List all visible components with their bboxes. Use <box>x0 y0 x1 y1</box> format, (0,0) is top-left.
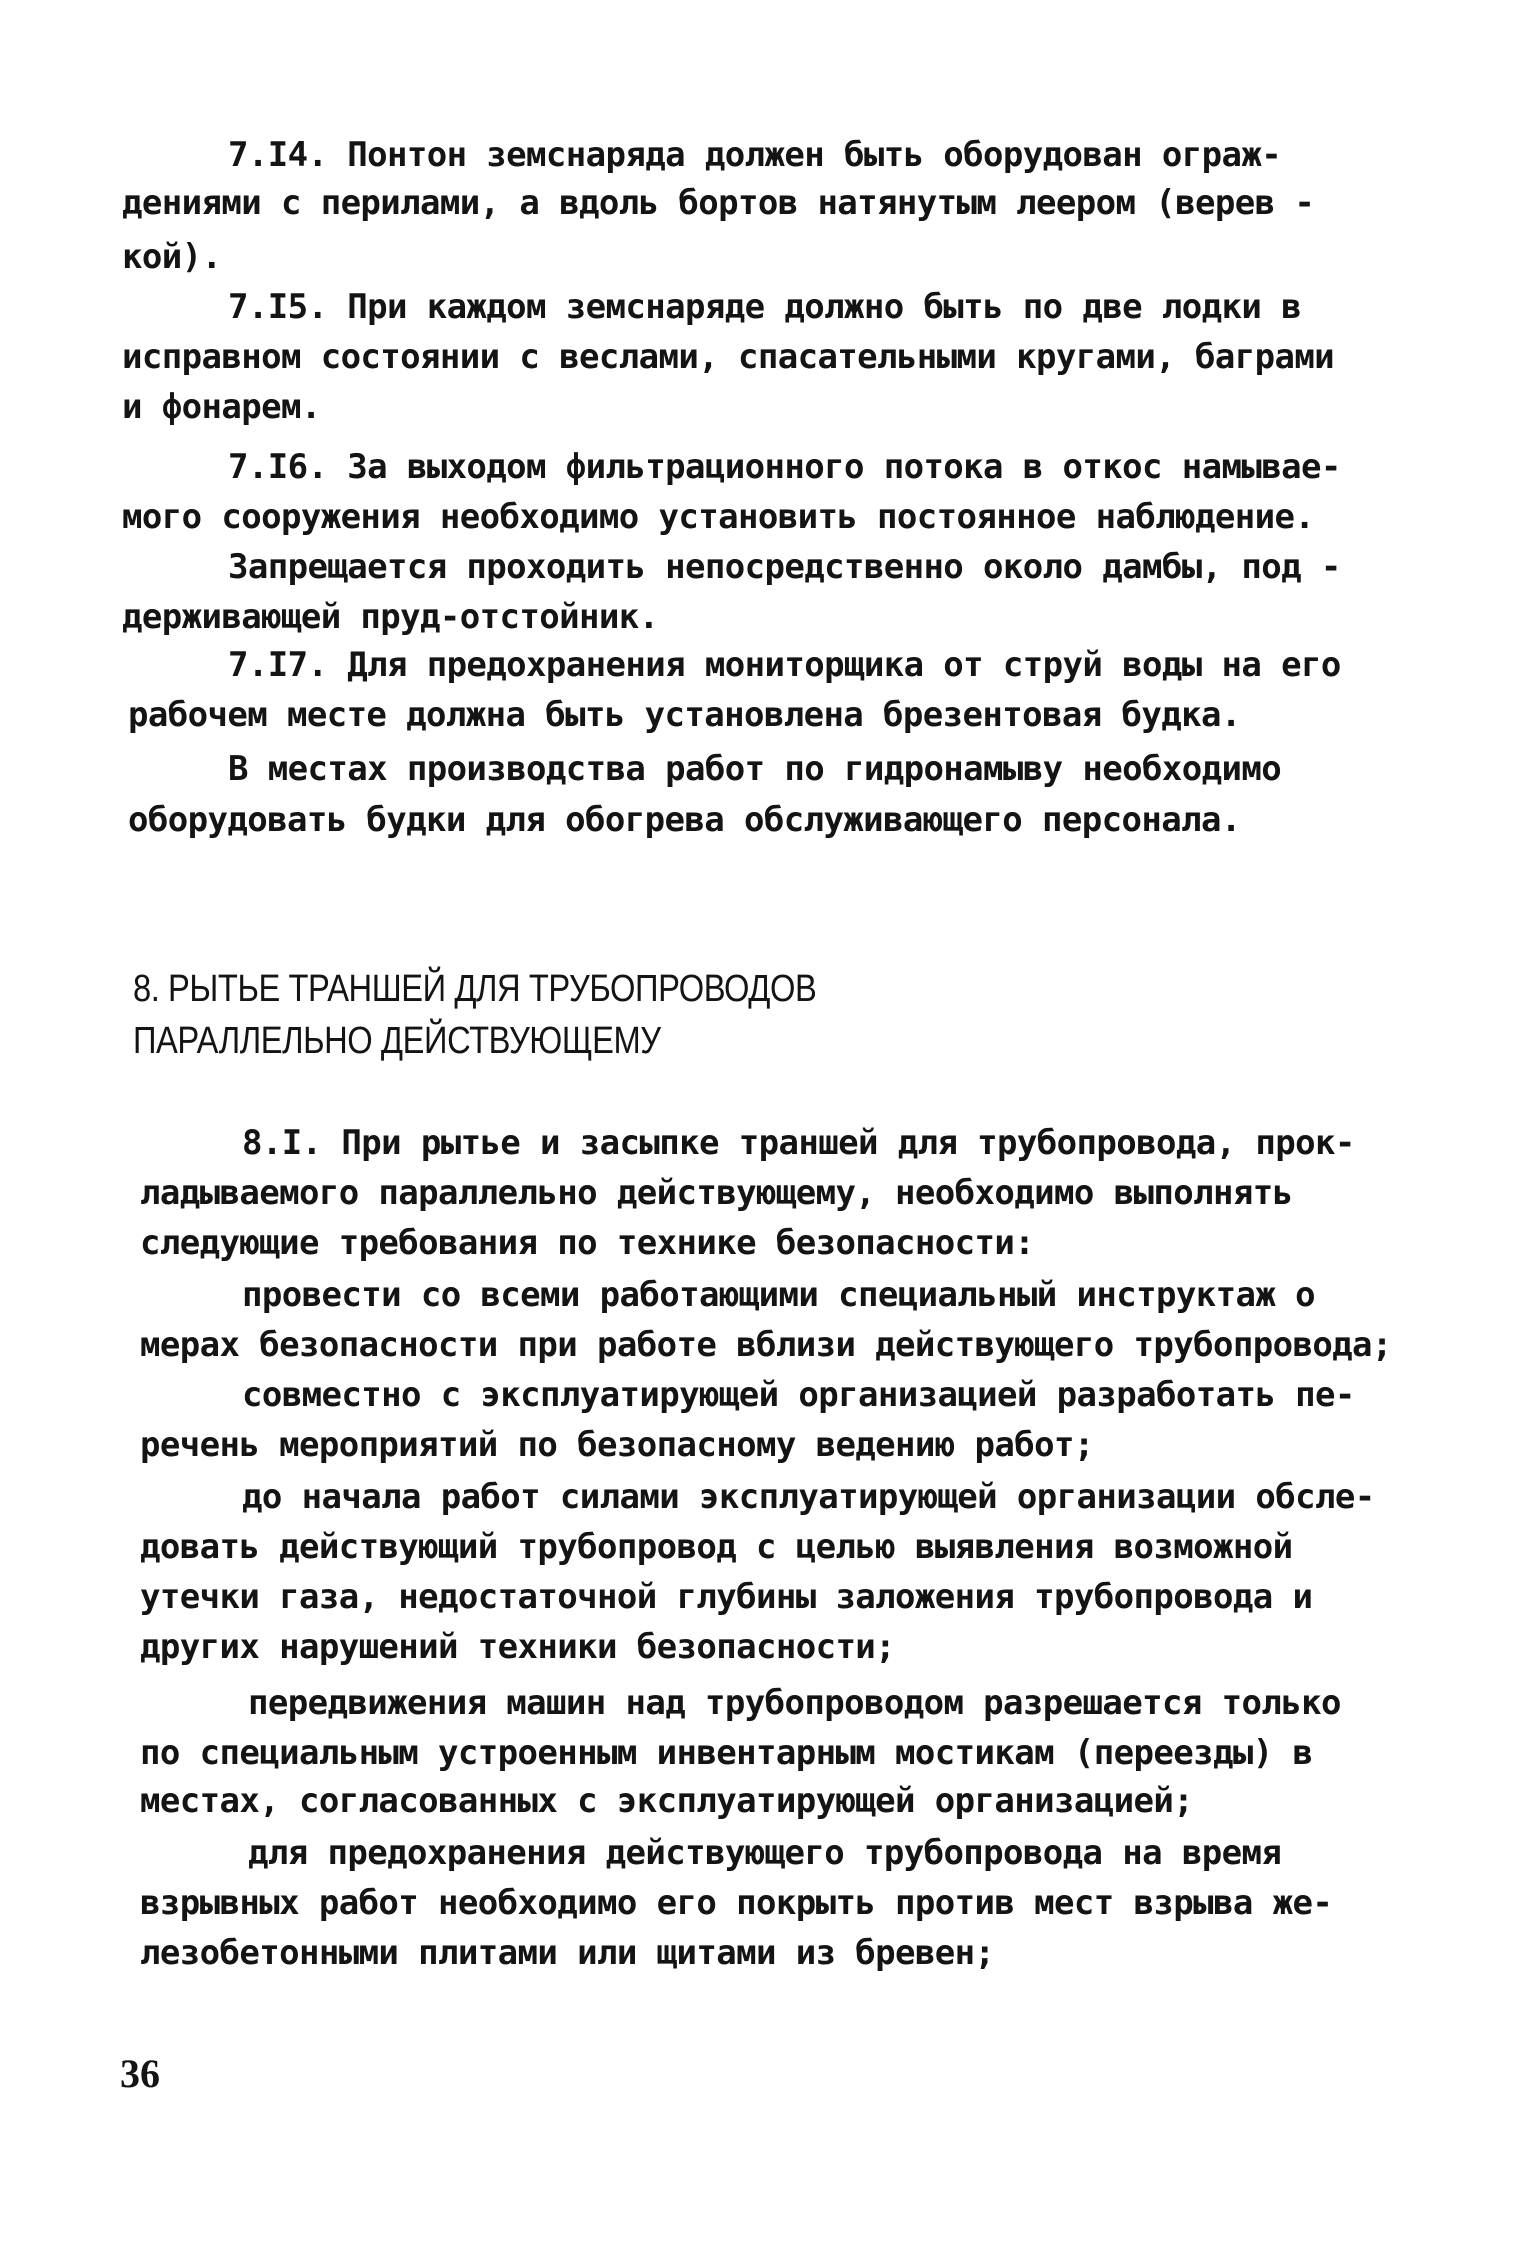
text-line: ладываемого параллельно действующему, необходимо выполнять <box>140 1173 1293 1213</box>
text-line: 7.I5. При каждом земснаряде должно быть по две лодки в <box>228 287 1301 327</box>
text-line: оборудовать будки для обогрева обслуживающего персонала. <box>128 800 1241 840</box>
text-line: следующие требования по технике безопасности: <box>140 1223 1035 1263</box>
text-line: Запрещается проходить непосредственно около дамбы, под - <box>228 547 1341 587</box>
text-line: мерах безопасности при работе вблизи действующего трубопровода; <box>140 1325 1392 1365</box>
text-line: рабочем месте должна быть установлена брезентовая будка. <box>128 695 1241 735</box>
text-line: по специальным устроенным инвентарным мостикам (переезды) в <box>140 1733 1313 1773</box>
text-line: дениями с перилами, а вдоль бортов натянутым леером (верев - <box>122 183 1315 223</box>
text-line: утечки газа, недостаточной глубины заложения трубопровода и <box>140 1577 1313 1617</box>
page-number: 36 <box>120 2051 160 2096</box>
text-line: держивающей пруд-отстойник. <box>122 597 659 637</box>
text-line: 7.I4. Понтон земснаряда должен быть оборудован ограж- <box>228 135 1282 175</box>
section-heading-line-1: 8. РЫТЬЕ ТРАНШЕЙ ДЛЯ ТРУБОПРОВОДОВ <box>133 968 817 1010</box>
text-line: передвижения машин над трубопроводом разрешается только <box>248 1683 1341 1723</box>
text-line: довать действующий трубопровод с целью выявления возможной <box>140 1527 1293 1567</box>
text-line: взрывных работ необходимо его покрыть против мест взрыва же- <box>140 1883 1333 1923</box>
text-line: исправном состоянии с веслами, спасательными кругами, баграми <box>122 337 1335 377</box>
section-heading-line-2: ПАРАЛЛЕЛЬНО ДЕЙСТВУЮЩЕМУ <box>133 1020 661 1062</box>
text-line: кой). <box>122 237 222 277</box>
text-line: провести со всеми работающими специальный инструктаж о <box>242 1275 1315 1315</box>
text-line: 8.I. При рытье и засыпке траншей для трубопровода, прок- <box>242 1123 1355 1163</box>
text-line: совместно с эксплуатирующей организацией разработать пе- <box>242 1375 1355 1415</box>
text-line: местах, согласованных с эксплуатирующей организацией; <box>140 1781 1194 1821</box>
text-line: других нарушений техники безопасности; <box>140 1627 896 1667</box>
text-line: до начала работ силами эксплуатирующей организации обсле- <box>242 1477 1375 1517</box>
text-line: лезобетонными плитами или щитами из бревен; <box>140 1933 995 1973</box>
text-line: 7.I7. Для предохранения мониторщика от струй воды на его <box>228 645 1341 685</box>
text-line: для предохранения действующего трубопровода на время <box>248 1833 1282 1873</box>
text-line: мого сооружения необходимо установить постоянное наблюдение. <box>122 497 1315 537</box>
text-line: В местах производства работ по гидронамыву необходимо <box>228 749 1282 789</box>
text-line: речень мероприятий по безопасному ведению работ; <box>140 1425 1094 1465</box>
text-line: и фонарем. <box>122 387 321 427</box>
text-line: 7.I6. За выходом фильтрационного потока в откос намывае- <box>228 447 1341 487</box>
